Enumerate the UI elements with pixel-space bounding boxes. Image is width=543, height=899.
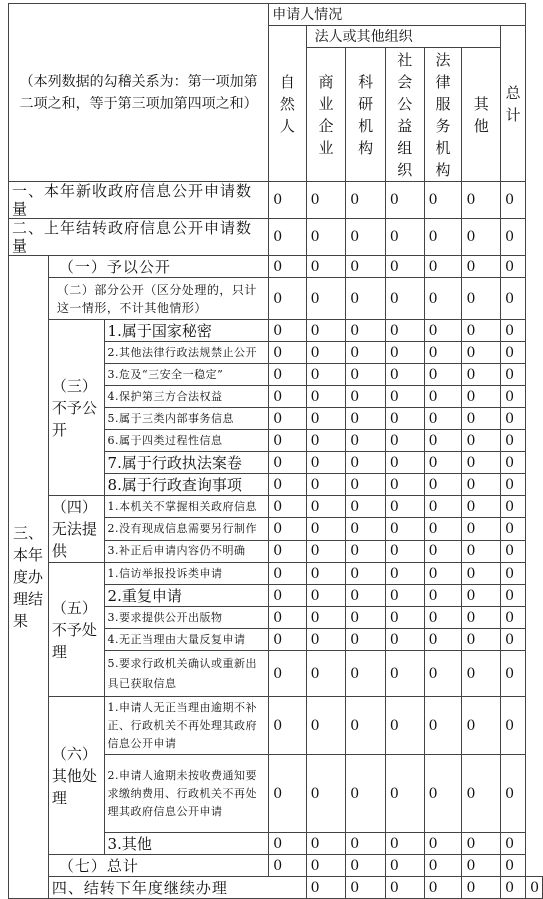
- cell: 0: [346, 364, 386, 386]
- cell: 0: [346, 256, 386, 278]
- row-open: （一）予以公开: [48, 256, 268, 278]
- cell: 0: [306, 540, 346, 562]
- cell: 0: [424, 342, 462, 364]
- cell: 0: [501, 278, 526, 320]
- cell: 0: [269, 833, 306, 855]
- cell: 0: [346, 833, 386, 855]
- item-no-correction: 1.申请人无正当理由逾期不补正、行政机关不再处理其政府信息公开申请: [104, 697, 269, 755]
- cell: 0: [346, 278, 386, 320]
- cell: 0: [462, 518, 501, 540]
- cell: 0: [385, 855, 424, 877]
- cell: 0: [462, 540, 501, 562]
- item-other: 3.其他: [104, 833, 269, 855]
- cell: 0: [269, 408, 306, 430]
- cell: 0: [424, 320, 462, 342]
- cell: 0: [501, 452, 526, 474]
- item-three-security: 3.危及“三安全一稳定”: [104, 364, 269, 386]
- cell: 0: [306, 697, 346, 755]
- cell: 0: [346, 386, 386, 408]
- cell: 0: [462, 386, 501, 408]
- cell: 0: [346, 585, 386, 607]
- cell: 0: [306, 585, 346, 607]
- cell: 0: [424, 540, 462, 562]
- item-need-produce: 2.没有现成信息需要另行制作: [104, 518, 269, 540]
- cell: 0: [424, 629, 462, 651]
- cell: 0: [462, 755, 501, 833]
- cell: 0: [385, 496, 424, 518]
- cell: 0: [462, 278, 501, 320]
- col-legal-service: 法律服务机构: [424, 48, 462, 182]
- cell: 0: [385, 219, 424, 256]
- cell: 0: [385, 256, 424, 278]
- item-enforcement-file: 7.属于行政执法案卷: [104, 452, 269, 474]
- cell: 0: [306, 452, 346, 474]
- cell: 0: [306, 563, 346, 585]
- row-partial-open: （二）部分公开（区分处理的，只计这一情形，不计其他情形）: [48, 278, 268, 320]
- item-unclear-request: 3.补正后申请内容仍不明确: [104, 540, 269, 562]
- cell: 0: [462, 342, 501, 364]
- cell: 0: [346, 697, 386, 755]
- item-law-prohibited: 2.其他法律行政法规禁止公开: [104, 342, 269, 364]
- row-carried-requests: 二、上年结转政府信息公开申请数量: [9, 219, 269, 256]
- cell: 0: [346, 651, 386, 697]
- cell: 0: [306, 607, 346, 629]
- cell: 0: [385, 607, 424, 629]
- row-carry-next-year: 四、结转下年度继续办理: [48, 877, 306, 899]
- item-state-secret: 1.属于国家秘密: [104, 320, 269, 342]
- col-business: 商业企业: [306, 48, 346, 182]
- cell: 0: [462, 629, 501, 651]
- cell: 0: [269, 755, 306, 833]
- cell: 0: [306, 877, 346, 899]
- cell: 0: [269, 452, 306, 474]
- cell: 0: [385, 540, 424, 562]
- cell: 0: [462, 607, 501, 629]
- header-legal-group: 法人或其他组织: [306, 26, 501, 48]
- cell: 0: [385, 386, 424, 408]
- cell: 0: [424, 364, 462, 386]
- cell: 0: [306, 833, 346, 855]
- cell: 0: [385, 342, 424, 364]
- cell: 0: [306, 651, 346, 697]
- cell: 0: [385, 518, 424, 540]
- cell: 0: [385, 430, 424, 452]
- cell: 0: [424, 278, 462, 320]
- item-petition: 1.信访举报投诉类申请: [104, 563, 269, 585]
- cell: 0: [306, 219, 346, 256]
- header-applicant: 申请人情况: [269, 4, 526, 26]
- disclosure-table-container: [8, 3, 543, 899]
- cell: 0: [501, 320, 526, 342]
- cell: 0: [385, 563, 424, 585]
- item-process-info: 6.属于四类过程性信息: [104, 430, 269, 452]
- cell: 0: [269, 697, 306, 755]
- item-not-hold: 1.本机关不掌握相关政府信息: [104, 496, 269, 518]
- cell: 0: [501, 408, 526, 430]
- item-third-party: 4.保护第三方合法权益: [104, 386, 269, 408]
- cell: 0: [501, 877, 526, 899]
- cell: 0: [385, 320, 424, 342]
- cell: 0: [501, 607, 526, 629]
- cell: 0: [385, 877, 424, 899]
- cell: 0: [424, 697, 462, 755]
- cell: 0: [501, 364, 526, 386]
- cell: 0: [424, 256, 462, 278]
- section-results-label: 三、本年度办理结果: [9, 256, 49, 899]
- cell: 0: [346, 219, 386, 256]
- cell: 0: [424, 496, 462, 518]
- group-other-process: （六）其他处理: [48, 697, 104, 855]
- cell: 0: [501, 496, 526, 518]
- cell: 0: [385, 452, 424, 474]
- cell: 0: [424, 585, 462, 607]
- cell: 0: [346, 540, 386, 562]
- cell: 0: [462, 408, 501, 430]
- cell: 0: [306, 474, 346, 496]
- cell: 0: [346, 342, 386, 364]
- cell: 0: [501, 755, 526, 833]
- cell: 0: [385, 182, 424, 219]
- cell: 0: [269, 364, 306, 386]
- cell: 0: [269, 474, 306, 496]
- cell: 0: [424, 877, 462, 899]
- row-new-requests: 一、本年新收政府信息公开申请数量: [9, 182, 269, 219]
- item-duplicate: 2.重复申请: [104, 585, 269, 607]
- cell: 0: [269, 540, 306, 562]
- cell: 0: [306, 256, 346, 278]
- item-internal-affairs: 5.属于三类内部事务信息: [104, 408, 269, 430]
- cell: 0: [385, 755, 424, 833]
- cell: 0: [346, 474, 386, 496]
- cell: 0: [501, 474, 526, 496]
- cell: 0: [269, 320, 306, 342]
- cell: 0: [385, 833, 424, 855]
- cell: 0: [501, 585, 526, 607]
- cell: 0: [501, 386, 526, 408]
- cell: 0: [424, 755, 462, 833]
- cell: 0: [501, 342, 526, 364]
- cell: 0: [424, 452, 462, 474]
- cell: 0: [269, 518, 306, 540]
- cell: 0: [385, 278, 424, 320]
- cell: 0: [306, 855, 346, 877]
- cell: 0: [501, 518, 526, 540]
- cell: 0: [306, 278, 346, 320]
- col-public-welfare: 社会公益组织: [385, 48, 424, 182]
- header-note: （本列数据的勾稽关系为：第一项加第二项之和，等于第三项加第四项之和）: [9, 4, 269, 182]
- cell: 0: [462, 430, 501, 452]
- cell: 0: [501, 219, 526, 256]
- cell: 0: [385, 629, 424, 651]
- cell: 0: [346, 408, 386, 430]
- cell: 0: [346, 755, 386, 833]
- cell: 0: [385, 585, 424, 607]
- cell: 0: [501, 651, 526, 697]
- cell: 0: [269, 386, 306, 408]
- cell: 0: [424, 833, 462, 855]
- cell: 0: [346, 855, 386, 877]
- cell: 0: [306, 430, 346, 452]
- cell: 0: [462, 452, 501, 474]
- cell: 0: [385, 364, 424, 386]
- cell: 0: [385, 651, 424, 697]
- cell: 0: [346, 518, 386, 540]
- cell: 0: [306, 342, 346, 364]
- item-reconfirm: 5.要求行政机关确认或重新出具已获取信息: [104, 651, 269, 697]
- cell: 0: [501, 697, 526, 755]
- group-unable-provide: （四）无法提供: [48, 496, 104, 563]
- cell: 0: [269, 585, 306, 607]
- cell: 0: [346, 182, 386, 219]
- cell: 0: [306, 496, 346, 518]
- cell: 0: [501, 182, 526, 219]
- cell: 0: [526, 877, 543, 899]
- cell: 0: [501, 540, 526, 562]
- cell: 0: [385, 474, 424, 496]
- cell: 0: [462, 219, 501, 256]
- col-other: 其他: [462, 48, 501, 182]
- cell: 0: [424, 474, 462, 496]
- cell: 0: [346, 563, 386, 585]
- col-natural-person: 自然人: [269, 26, 306, 182]
- cell: 0: [424, 219, 462, 256]
- cell: 0: [269, 563, 306, 585]
- cell: 0: [462, 855, 501, 877]
- cell: 0: [424, 430, 462, 452]
- cell: 0: [462, 364, 501, 386]
- cell: 0: [346, 430, 386, 452]
- item-admin-query: 8.属于行政查询事项: [104, 474, 269, 496]
- cell: 0: [306, 518, 346, 540]
- cell: 0: [462, 877, 501, 899]
- cell: 0: [269, 607, 306, 629]
- info-disclosure-table: [8, 3, 543, 899]
- cell: 0: [269, 278, 306, 320]
- cell: 0: [462, 182, 501, 219]
- cell: 0: [346, 877, 386, 899]
- cell: 0: [462, 563, 501, 585]
- cell: 0: [306, 182, 346, 219]
- cell: 0: [462, 697, 501, 755]
- cell: 0: [269, 651, 306, 697]
- cell: 0: [269, 855, 306, 877]
- cell: 0: [501, 855, 526, 877]
- cell: 0: [424, 182, 462, 219]
- cell: 0: [424, 651, 462, 697]
- cell: 0: [269, 342, 306, 364]
- cell: 0: [462, 256, 501, 278]
- cell: 0: [346, 496, 386, 518]
- cell: 0: [462, 474, 501, 496]
- cell: 0: [385, 697, 424, 755]
- cell: 0: [269, 182, 306, 219]
- cell: 0: [269, 496, 306, 518]
- cell: 0: [462, 320, 501, 342]
- item-no-fee: 2.申请人逾期未按收费通知要求缴纳费用、行政机关不再处理其政府信息公开申请: [104, 755, 269, 833]
- item-publication: 3.要求提供公开出版物: [104, 607, 269, 629]
- cell: 0: [501, 256, 526, 278]
- cell: 0: [462, 496, 501, 518]
- group-not-open: （三）不予公开: [48, 320, 104, 496]
- cell: 0: [462, 651, 501, 697]
- cell: 0: [269, 219, 306, 256]
- cell: 0: [424, 563, 462, 585]
- col-research: 科研机构: [346, 48, 386, 182]
- cell: 0: [346, 320, 386, 342]
- cell: 0: [501, 833, 526, 855]
- cell: 0: [424, 855, 462, 877]
- cell: 0: [501, 629, 526, 651]
- cell: 0: [385, 408, 424, 430]
- cell: 0: [424, 518, 462, 540]
- cell: 0: [462, 833, 501, 855]
- cell: 0: [346, 629, 386, 651]
- cell: 0: [424, 408, 462, 430]
- col-total: 总计: [501, 26, 526, 182]
- cell: 0: [346, 607, 386, 629]
- cell: 0: [306, 364, 346, 386]
- cell: 0: [424, 386, 462, 408]
- group-not-process: （五）不予处理: [48, 563, 104, 697]
- item-repeated-mass: 4.无正当理由大量反复申请: [104, 629, 269, 651]
- cell: 0: [501, 563, 526, 585]
- cell: 0: [424, 607, 462, 629]
- cell: 0: [306, 386, 346, 408]
- cell: 0: [269, 430, 306, 452]
- row-subtotal: （七）总计: [48, 855, 268, 877]
- cell: 0: [306, 408, 346, 430]
- cell: 0: [269, 256, 306, 278]
- cell: 0: [346, 452, 386, 474]
- cell: 0: [462, 585, 501, 607]
- cell: 0: [269, 629, 306, 651]
- cell: 0: [501, 430, 526, 452]
- cell: 0: [306, 320, 346, 342]
- cell: 0: [306, 755, 346, 833]
- cell: 0: [306, 629, 346, 651]
